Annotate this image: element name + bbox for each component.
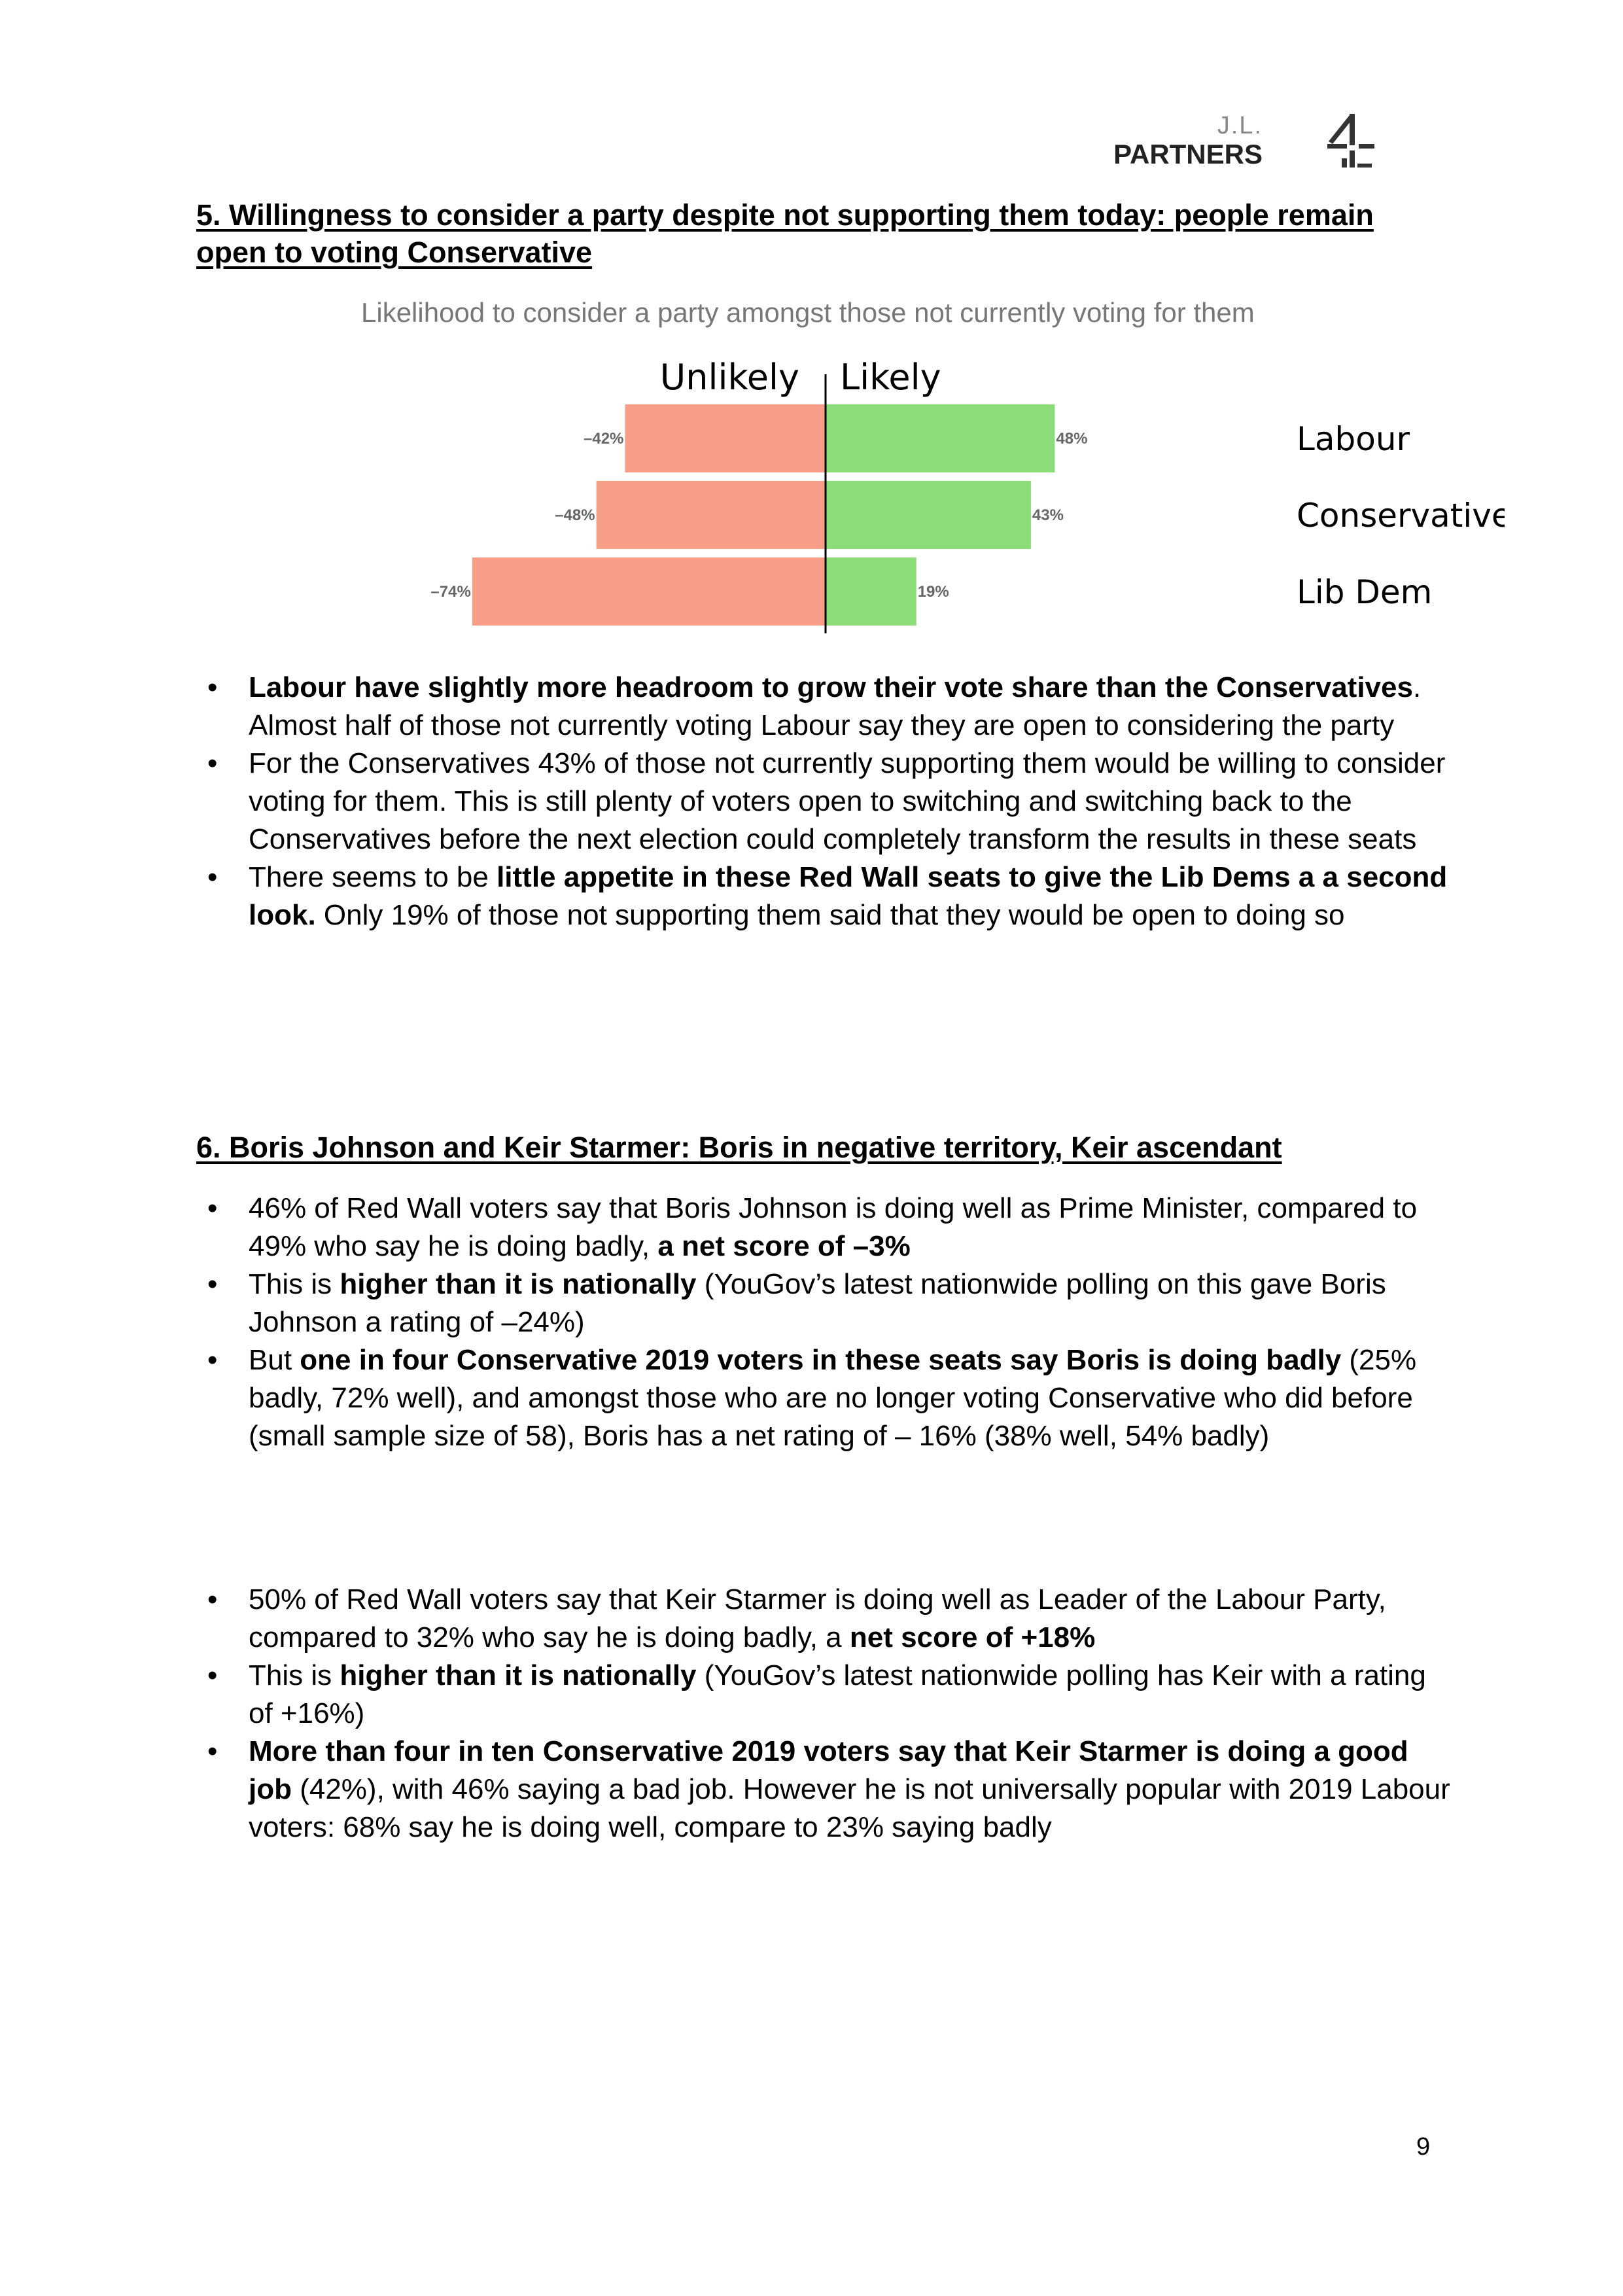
bar-likely-labour: [826, 404, 1055, 472]
bullet-dot: •: [207, 1583, 218, 1616]
bullet-text: (YouGov’s latest nationwide polling has Keir with a rating of +16%): [249, 1659, 1426, 1729]
channel-4-logo-icon: [1325, 111, 1377, 170]
bar-unlikely-lib-dem: [472, 557, 826, 626]
bullet-item: [207, 1733, 1452, 1846]
chart-heading-unlikely: Unlikely: [659, 357, 799, 398]
bullet-text: . Almost half of those not currently voting Labour say they are open to considering the party: [249, 671, 1422, 741]
data-label-unlikely: –48%: [555, 506, 595, 524]
bullet-dot: •: [207, 861, 218, 893]
category-label-labour: Labour: [1297, 420, 1410, 458]
bullet-text: (YouGov’s latest nationwide polling on this gave Boris Johnson a rating of –24%): [249, 1268, 1386, 1338]
bullet-item: [207, 1341, 1452, 1455]
bullet-item: [207, 1581, 1452, 1657]
data-label-likely: 48%: [1056, 430, 1088, 448]
bullet-text-bold: Labour have slightly more headroom to grow their vote share than the Conservatives: [249, 671, 1413, 703]
bullet-text: 46% of Red Wall voters say that Boris Johnson is doing well as Prime Minister, compared to 49% who say he is doing badly,: [249, 1192, 1418, 1262]
bullet-item: [207, 745, 1452, 858]
bullet-dot: •: [207, 1268, 218, 1300]
chart-title: Likelihood to consider a party amongst those not currently voting for them: [361, 297, 1255, 328]
category-label-conservative: Conservative: [1297, 497, 1505, 535]
bullet-text-bold: More than four in ten Conservative 2019 voters say that Keir Starmer is doing a good job: [249, 1735, 1408, 1805]
bullet-item: [207, 669, 1452, 745]
bullet-dot: •: [207, 671, 218, 703]
section-5-heading-line1: 5. Willingness to consider a party despite not supporting them today: people remain: [196, 198, 1374, 232]
data-label-unlikely: –42%: [584, 430, 624, 448]
bullet-item: [207, 1657, 1452, 1733]
data-label-likely: 19%: [917, 583, 949, 601]
bullet-text-bold: little appetite in these Red Wall seats to give the Lib Dems a a second look.: [249, 861, 1448, 931]
section-6-boris-bullet-list: [207, 1190, 1452, 1455]
category-label-lib-dem: Lib Dem: [1297, 573, 1433, 611]
bullet-dot: •: [207, 1735, 218, 1767]
bar-likely-conservative: [826, 481, 1031, 549]
bullet-text: Only 19% of those not supporting them said that they would be open to doing so: [315, 899, 1345, 931]
section-5-heading: [196, 196, 1439, 271]
bullet-item: [207, 1190, 1452, 1265]
section-5-bullet-list: [207, 669, 1452, 934]
chart-heading-likely: Likely: [840, 357, 941, 398]
bullet-text-bold: higher than it is nationally: [340, 1659, 697, 1691]
bullet-item: [207, 858, 1452, 934]
bullet-dot: •: [207, 1344, 218, 1376]
bar-unlikely-conservative: [597, 481, 826, 549]
likelihood-chart: [196, 288, 1505, 654]
bullet-dot: •: [207, 747, 218, 779]
bullet-text: But: [249, 1344, 300, 1376]
bullet-text-bold: higher than it is nationally: [340, 1268, 697, 1300]
bullet-text: For the Conservatives 43% of those not currently supporting them would be willing to consider voting for them. This is still plenty of voters open to switching and switching back to the Conservatives before the next election could completely transform the results in these seats: [249, 747, 1446, 855]
bullet-item: [207, 1265, 1452, 1341]
jl-partners-logo: [1106, 113, 1263, 171]
section-5-heading-line2: open to voting Conservative: [196, 236, 593, 269]
data-label-likely: 43%: [1032, 506, 1064, 524]
jl-logo-text: J.L.: [1217, 112, 1263, 139]
bullet-dot: •: [207, 1192, 218, 1224]
bullet-text: This is: [249, 1268, 340, 1300]
section-6-heading: 6. Boris Johnson and Keir Starmer: Boris in negative territory, Keir ascendant: [196, 1131, 1282, 1164]
bullet-dot: •: [207, 1659, 218, 1691]
partners-logo-text: PARTNERS: [1113, 139, 1263, 169]
bullet-text-bold: a net score of –3%: [657, 1230, 911, 1262]
data-label-unlikely: –74%: [430, 583, 471, 601]
bullet-text: (42%), with 46% saying a bad job. However he is not universally popular with 2019 Labour voters: 68% say he is doing well, compare to 23% saying badly: [249, 1773, 1450, 1843]
bullet-text: (25% badly, 72% well), and amongst those who are no longer voting Conservative who did before (small sample size of 58), Boris has a net rating of – 16% (38% well, 54% badly): [249, 1344, 1417, 1452]
bullet-text: This is: [249, 1659, 340, 1691]
bar-likely-lib-dem: [826, 557, 916, 626]
page-number: 9: [1416, 2133, 1431, 2161]
bullet-text: There seems to be: [249, 861, 497, 893]
likelihood-chart-svg: [196, 288, 1505, 654]
section-6-keir-bullet-list: [207, 1581, 1452, 1846]
bullet-text-bold: net score of +18%: [849, 1621, 1096, 1653]
bullet-text: 50% of Red Wall voters say that Keir Starmer is doing well as Leader of the Labour Party, compared to 32% who say he is doing badly, a: [249, 1583, 1386, 1653]
bullet-text-bold: one in four Conservative 2019 voters in these seats say Boris is doing badly: [300, 1344, 1342, 1376]
bar-unlikely-labour: [625, 404, 826, 472]
channel-4-logo: [1325, 111, 1377, 170]
